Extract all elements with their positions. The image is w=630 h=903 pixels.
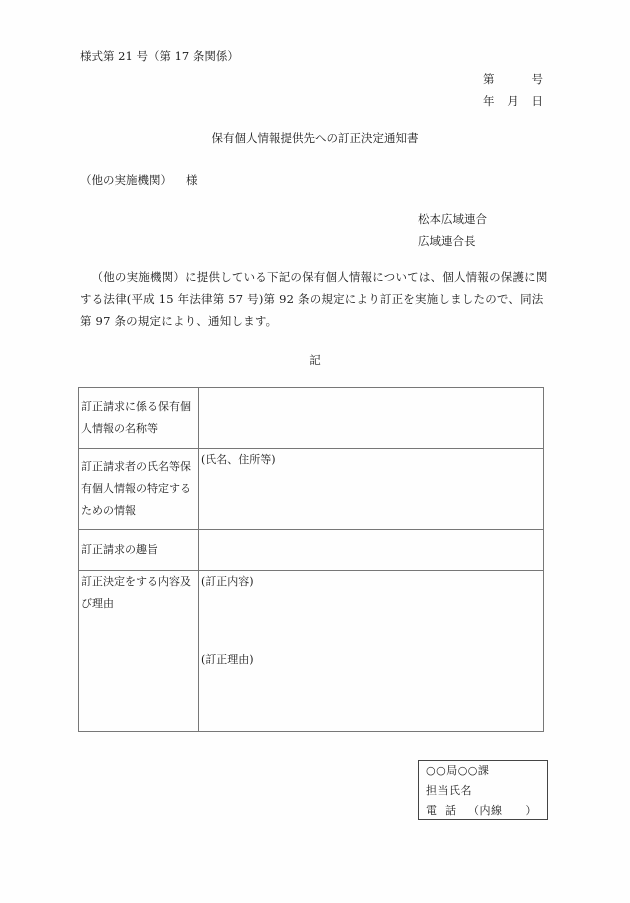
number-prefix: 第 — [483, 72, 495, 86]
sender-organization: 松本広域連合 — [418, 212, 487, 226]
details-table — [78, 387, 544, 732]
row-value[interactable] — [199, 388, 544, 449]
number-suffix: 号 — [531, 72, 543, 86]
addressee-name: （他の実施機関） — [80, 173, 172, 187]
row-label: 訂正請求に係る保有個人情報の名称等 — [79, 388, 199, 449]
form-number: 様式第 21 号（第 17 条関係） — [80, 49, 239, 63]
addressee-honorific: 様 — [186, 173, 198, 187]
table-row — [79, 388, 544, 449]
addressee — [80, 172, 198, 188]
date-year: 年 — [483, 94, 495, 108]
row-label: 訂正請求者の氏名等保有個人情報の特定するための情報 — [79, 449, 199, 530]
ki-heading: 記 — [309, 353, 321, 367]
correction-content-label: (訂正内容) — [201, 575, 254, 588]
date-day: 日 — [531, 94, 543, 108]
row-label: 訂正請求の趣旨 — [79, 530, 199, 571]
contact-person-label: 担当氏名 — [426, 784, 472, 797]
contact-phone — [426, 801, 547, 821]
row-value[interactable] — [199, 449, 544, 530]
contact-extension: （内線 ） — [468, 804, 537, 817]
document-title: 保有個人情報提供先への訂正決定通知書 — [211, 131, 419, 145]
date-month: 月 — [507, 94, 519, 108]
table-row — [79, 449, 544, 530]
sender-title: 広域連合長 — [418, 234, 476, 248]
table-row — [79, 530, 544, 571]
table-row — [79, 571, 544, 732]
row-label: 訂正決定をする内容及び理由 — [79, 571, 199, 732]
document-date — [483, 93, 543, 109]
document-number — [483, 71, 543, 87]
correction-reason-label: (訂正理由) — [201, 653, 254, 666]
contact-department: ○○局○○課 — [426, 764, 490, 777]
row-value[interactable] — [199, 571, 544, 732]
body-text: （他の実施機関）に提供している下記の保有個人情報については、個人情報の保護に関する法律(平成 15 年法律第 57 号)第 92 条の規定により訂正を実施しましたので、同法第 97 条の規定により、通知します。 — [80, 270, 548, 328]
row-value-hint: (氏名、住所等) — [201, 453, 276, 466]
contact-box — [418, 760, 548, 820]
row-value[interactable] — [199, 530, 544, 571]
contact-phone-label: 電話 — [426, 804, 464, 817]
